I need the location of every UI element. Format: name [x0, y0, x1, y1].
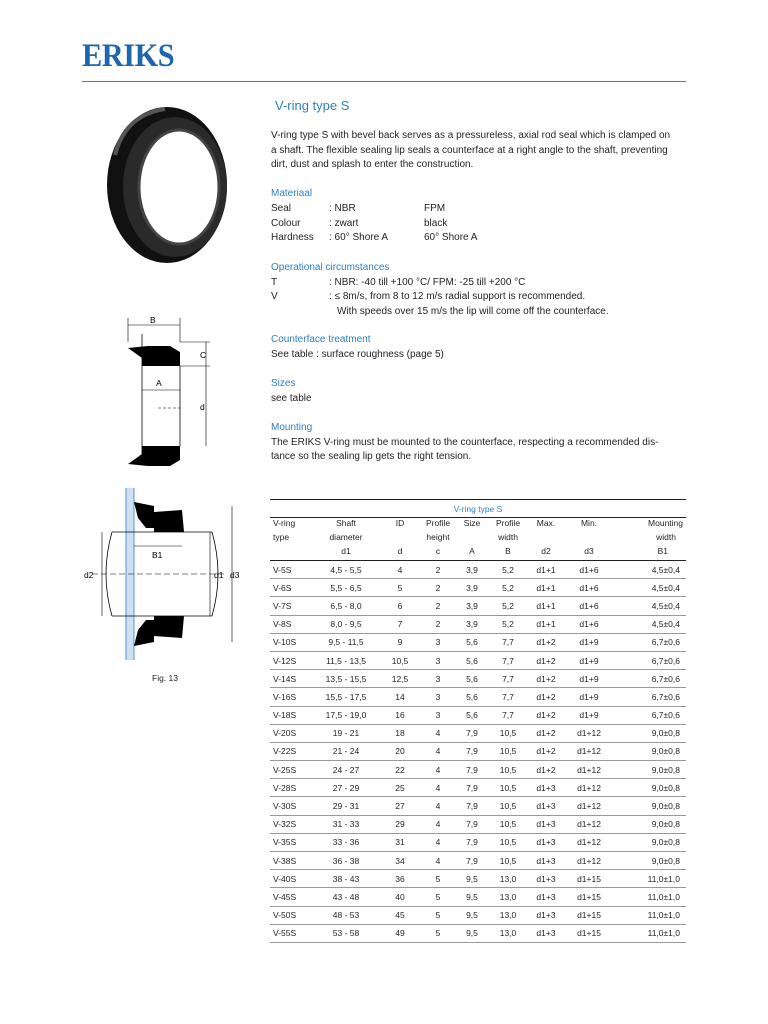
table-cell: 5,6 [454, 706, 490, 724]
table-cell: 10,5 [490, 797, 526, 815]
table-header-2: type diameter height width width [273, 532, 676, 542]
table-cell: d1+2 [526, 706, 566, 724]
table-cell: V-25S [270, 761, 314, 779]
table-cell: 9,0±0,8 [612, 724, 686, 742]
table-cell: 40 [378, 888, 422, 906]
dim-c-label: C [200, 350, 207, 360]
table-cell: d1+12 [566, 761, 612, 779]
table-cell: d1+2 [526, 651, 566, 669]
table-cell: 4,5±0,4 [612, 561, 686, 579]
table-cell: 3 [422, 633, 454, 651]
table-row [270, 815, 686, 833]
table-cell: 7 [378, 615, 422, 633]
table-cell: V-10S [270, 633, 314, 651]
table-cell: V-7S [270, 597, 314, 615]
table-cell: 11,0±1,0 [612, 870, 686, 888]
table-cell: d1+9 [566, 633, 612, 651]
table-cell: d1+2 [526, 742, 566, 760]
table-row [270, 779, 686, 797]
table-caption: V-ring type S [270, 500, 686, 518]
table-cell: V-28S [270, 779, 314, 797]
table-cell: 33 - 36 [314, 833, 378, 851]
table-cell: 10,5 [490, 724, 526, 742]
table-cell: V-30S [270, 797, 314, 815]
table-cell: 9,5 - 11,5 [314, 633, 378, 651]
table-cell: 5,2 [490, 561, 526, 579]
table-cell: 15,5 - 17,5 [314, 688, 378, 706]
dim-d1-label: d1 [214, 570, 224, 580]
table-cell: V-55S [270, 924, 314, 942]
table-cell: d1+3 [526, 906, 566, 924]
table-cell: V-35S [270, 833, 314, 851]
table-cell: 7,7 [490, 706, 526, 724]
table-row [270, 579, 686, 597]
table-cell: d1+6 [566, 561, 612, 579]
table-cell: 29 - 31 [314, 797, 378, 815]
intro-line-2: a shaft. The flexible sealing lip seals a counterface at a right angle to the shaft, preventing [271, 145, 668, 156]
table-cell: 7,7 [490, 633, 526, 651]
table-cell: V-6S [270, 579, 314, 597]
table-cell: 2 [422, 579, 454, 597]
table-cell: 2 [422, 597, 454, 615]
table-cell: d1+12 [566, 724, 612, 742]
table-cell: d1+2 [526, 670, 566, 688]
mounting-heading: Mounting [271, 422, 313, 433]
sizes-text: see table [271, 393, 312, 404]
table-cell: 3 [422, 688, 454, 706]
table-cell: 29 [378, 815, 422, 833]
table-cell: 7,9 [454, 724, 490, 742]
table-cell: 22 [378, 761, 422, 779]
table-row [270, 797, 686, 815]
table-cell: 5 [422, 870, 454, 888]
table-row [270, 906, 686, 924]
table-cell: 20 [378, 742, 422, 760]
table-cell: 6 [378, 597, 422, 615]
table-cell: 9,0±0,8 [612, 779, 686, 797]
table-cell: 5,2 [490, 579, 526, 597]
table-cell: 25 [378, 779, 422, 797]
table-cell: 17,5 - 19,0 [314, 706, 378, 724]
table-cell: d1+1 [526, 561, 566, 579]
table-cell: 6,7±0,6 [612, 706, 686, 724]
table-cell: 8,0 - 9,5 [314, 615, 378, 633]
table-cell: V-40S [270, 870, 314, 888]
table-cell: d1+2 [526, 724, 566, 742]
table-cell: 3,9 [454, 561, 490, 579]
table-cell: 9,5 [454, 888, 490, 906]
table-cell: 9,0±0,8 [612, 761, 686, 779]
figure-caption: Fig. 13 [152, 673, 178, 683]
table-cell: d1+15 [566, 906, 612, 924]
table-cell: d1+2 [526, 633, 566, 651]
table-cell: 5 [422, 924, 454, 942]
table-cell: V-16S [270, 688, 314, 706]
table-cell: V-22S [270, 742, 314, 760]
table-cell: 12,5 [378, 670, 422, 688]
table-cell: d1+15 [566, 870, 612, 888]
dim-d2-label: d2 [84, 570, 94, 580]
table-cell: d1+12 [566, 742, 612, 760]
table-cell: 14 [378, 688, 422, 706]
table-cell: 16 [378, 706, 422, 724]
table-cell: 10,5 [490, 833, 526, 851]
table-cell: 34 [378, 852, 422, 870]
operational-row-t: T : NBR: -40 till +100 °C/ FPM: -25 till +200 °C [271, 277, 526, 288]
table-cell: 6,7±0,6 [612, 651, 686, 669]
table-cell: d1+1 [526, 579, 566, 597]
table-cell: d1+2 [526, 761, 566, 779]
table-cell: d1+1 [526, 615, 566, 633]
table-cell: 5 [422, 888, 454, 906]
dim-b1-label: B1 [152, 550, 163, 560]
table-cell: 10,5 [490, 779, 526, 797]
table-cell: 18 [378, 724, 422, 742]
table-cell: 5,6 [454, 633, 490, 651]
mounting-line-2: tance so the sealing lip gets the right tension. [271, 451, 472, 462]
table-cell: d1+3 [526, 852, 566, 870]
table-cell: 3,9 [454, 615, 490, 633]
table-cell: d1+2 [526, 688, 566, 706]
table-cell: V-20S [270, 724, 314, 742]
table-cell: 13,0 [490, 924, 526, 942]
table-cell: 7,9 [454, 852, 490, 870]
table-cell: 31 [378, 833, 422, 851]
operational-heading: Operational circumstances [271, 262, 390, 273]
table-cell: 6,7±0,6 [612, 633, 686, 651]
table-cell: 4 [378, 561, 422, 579]
table-cell: d1+3 [526, 924, 566, 942]
table-cell: d1+3 [526, 833, 566, 851]
dim-d3-label: d3 [230, 570, 240, 580]
table-cell: 27 - 29 [314, 779, 378, 797]
table-cell: 2 [422, 561, 454, 579]
table-cell: 7,9 [454, 833, 490, 851]
table-cell: 9,0±0,8 [612, 815, 686, 833]
table-cell: 7,7 [490, 688, 526, 706]
table-cell: d1+9 [566, 688, 612, 706]
table-cell: 5,6 [454, 651, 490, 669]
brand-logo: ERIKS [82, 38, 175, 74]
table-cell: 4,5±0,4 [612, 597, 686, 615]
table-row [270, 615, 686, 633]
table-cell: 6,7±0,6 [612, 688, 686, 706]
table-header-1: V-ring Shaft ID Profile Size Profile Max. Min. Mounting [273, 518, 683, 528]
table-cell: V-45S [270, 888, 314, 906]
table-cell: d1+9 [566, 651, 612, 669]
table-row [270, 633, 686, 651]
table-cell: 2 [422, 615, 454, 633]
mounting-diagram [82, 488, 252, 663]
table-cell: 21 - 24 [314, 742, 378, 760]
table-cell: 3 [422, 706, 454, 724]
material-row-hardness: Hardness : 60° Shore A 60° Shore A [271, 232, 478, 243]
table-row [270, 688, 686, 706]
v-ring-photo [95, 95, 245, 275]
header-rule [82, 81, 686, 82]
table-row [270, 852, 686, 870]
table-cell: d1+1 [526, 597, 566, 615]
table-cell: 10,5 [490, 815, 526, 833]
table-row [270, 924, 686, 942]
table-cell: V-5S [270, 561, 314, 579]
table-cell: d1+6 [566, 597, 612, 615]
table-row [270, 888, 686, 906]
table-row [270, 597, 686, 615]
table-cell: 11,0±1,0 [612, 924, 686, 942]
dim-a-label: A [156, 378, 162, 388]
table-cell: d1+12 [566, 779, 612, 797]
table-cell: 9,0±0,8 [612, 852, 686, 870]
table-cell: d1+12 [566, 833, 612, 851]
table-cell: d1+12 [566, 815, 612, 833]
material-row-colour: Colour : zwart black [271, 218, 448, 229]
cross-section-diagram [118, 312, 218, 482]
table-cell: 24 - 27 [314, 761, 378, 779]
table-cell: 5,6 [454, 688, 490, 706]
table-cell: 13,0 [490, 870, 526, 888]
table-row [270, 651, 686, 669]
table-cell: 7,7 [490, 651, 526, 669]
table-cell: V-50S [270, 906, 314, 924]
table-cell: V-14S [270, 670, 314, 688]
table-cell: 31 - 33 [314, 815, 378, 833]
table-cell: V-32S [270, 815, 314, 833]
table-cell: 3,9 [454, 597, 490, 615]
table-cell: 4,5 - 5,5 [314, 561, 378, 579]
dim-b-label: B [150, 315, 156, 325]
table-cell: 10,5 [490, 852, 526, 870]
table-cell: 48 - 53 [314, 906, 378, 924]
table-row [270, 561, 686, 579]
table-cell: 4 [422, 761, 454, 779]
table-cell: 5,2 [490, 597, 526, 615]
table-cell: 5,6 [454, 670, 490, 688]
operational-row-v: V : ≤ 8m/s, from 8 to 12 m/s radial support is recommended. [271, 291, 586, 302]
table-cell: 9 [378, 633, 422, 651]
table-cell: d1+3 [526, 815, 566, 833]
table-cell: d1+12 [566, 852, 612, 870]
table-cell: 5 [378, 579, 422, 597]
table-cell: 38 - 43 [314, 870, 378, 888]
table-cell: 43 - 48 [314, 888, 378, 906]
table-cell: 5,2 [490, 615, 526, 633]
table-cell: 9,0±0,8 [612, 742, 686, 760]
table-cell: 13,0 [490, 906, 526, 924]
table-row [270, 706, 686, 724]
table-cell: 10,5 [490, 761, 526, 779]
table-cell: 11,5 - 13,5 [314, 651, 378, 669]
table-row [270, 670, 686, 688]
table-cell: 4,5±0,4 [612, 579, 686, 597]
table-cell: d1+15 [566, 924, 612, 942]
page-title: V-ring type S [275, 98, 350, 113]
table-cell: 9,5 [454, 924, 490, 942]
counterface-heading: Counterface treatment [271, 334, 371, 345]
table-cell: 19 - 21 [314, 724, 378, 742]
table-cell: d1+6 [566, 615, 612, 633]
intro-line-1: V-ring type S with bevel back serves as a pressureless, axial rod seal which is clamped on [271, 130, 671, 141]
table-cell: 11,0±1,0 [612, 888, 686, 906]
table-cell: 4,5±0,4 [612, 615, 686, 633]
table-cell: d1+6 [566, 579, 612, 597]
table-cell: 7,7 [490, 670, 526, 688]
table-cell: 3 [422, 670, 454, 688]
size-table [270, 500, 686, 943]
counterface-text: See table : surface roughness (page 5) [271, 349, 444, 360]
sizes-heading: Sizes [271, 378, 296, 389]
table-cell: d1+9 [566, 670, 612, 688]
table-cell: 3 [422, 651, 454, 669]
table-cell: 13,0 [490, 888, 526, 906]
table-cell: 9,5 [454, 870, 490, 888]
table-cell: 4 [422, 852, 454, 870]
table-cell: V-8S [270, 615, 314, 633]
table-cell: 9,0±0,8 [612, 833, 686, 851]
table-cell: 7,9 [454, 761, 490, 779]
intro-line-3: dirt, dust and splash to enter the construction. [271, 159, 474, 170]
table-cell: 9,5 [454, 906, 490, 924]
material-heading: Materiaal [271, 188, 313, 199]
table-cell: V-38S [270, 852, 314, 870]
table-cell: 6,7±0,6 [612, 670, 686, 688]
table-cell: d1+9 [566, 706, 612, 724]
table-cell: 13,5 - 15,5 [314, 670, 378, 688]
table-cell: 3,9 [454, 579, 490, 597]
table-cell: 4 [422, 797, 454, 815]
table-cell: 9,0±0,8 [612, 797, 686, 815]
table-cell: 49 [378, 924, 422, 942]
table-cell: d1+12 [566, 797, 612, 815]
table-cell: 10,5 [490, 742, 526, 760]
table-cell: 6,5 - 8,0 [314, 597, 378, 615]
table-cell: d1+3 [526, 888, 566, 906]
table-cell: 7,9 [454, 797, 490, 815]
table-cell: V-18S [270, 706, 314, 724]
table-cell: 27 [378, 797, 422, 815]
table-row [270, 742, 686, 760]
table-cell: 7,9 [454, 742, 490, 760]
table-cell: d1+3 [526, 779, 566, 797]
table-cell: 53 - 58 [314, 924, 378, 942]
table-cell: 4 [422, 724, 454, 742]
table-cell: 7,9 [454, 779, 490, 797]
table-cell: 4 [422, 779, 454, 797]
table-cell: 4 [422, 742, 454, 760]
table-cell: 45 [378, 906, 422, 924]
table-cell: 7,9 [454, 815, 490, 833]
material-row-seal: Seal : NBR FPM [271, 203, 446, 214]
operational-row-note: With speeds over 15 m/s the lip will come off the counterface. [337, 306, 609, 317]
table-cell: V-12S [270, 651, 314, 669]
table-cell: 4 [422, 815, 454, 833]
table-cell: 4 [422, 833, 454, 851]
table-header-3: d1 d c A B d2 d3 B1 [270, 546, 686, 561]
table-row [270, 724, 686, 742]
table-cell: d1+3 [526, 797, 566, 815]
table-cell: 36 - 38 [314, 852, 378, 870]
dim-d-label: d [200, 402, 205, 412]
table-cell: d1+15 [566, 888, 612, 906]
table-cell: d1+3 [526, 870, 566, 888]
table-cell: 10,5 [378, 651, 422, 669]
table-row [270, 833, 686, 851]
mounting-line-1: The ERIKS V-ring must be mounted to the counterface, respecting a recommended dis- [271, 437, 659, 448]
table-row [270, 870, 686, 888]
table-row [270, 761, 686, 779]
table-cell: 11,0±1,0 [612, 906, 686, 924]
table-cell: 5 [422, 906, 454, 924]
table-cell: 36 [378, 870, 422, 888]
table-cell: 5,5 - 6,5 [314, 579, 378, 597]
